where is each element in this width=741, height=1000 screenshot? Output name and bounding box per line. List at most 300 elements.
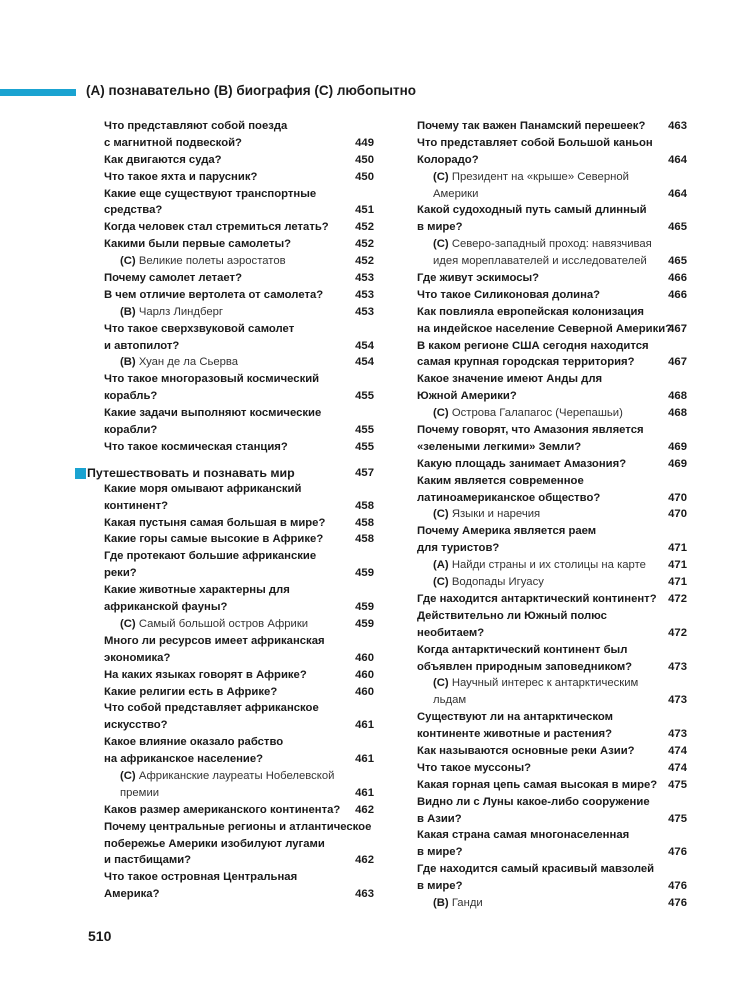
toc-entry: [104, 287, 374, 304]
toc-entry-text: [104, 289, 323, 301]
category-letter: (C): [120, 769, 136, 782]
toc-entry-label: Что такое космическая станция?: [104, 440, 288, 453]
toc-page-ref: 454: [355, 356, 374, 369]
category-letter: (C): [433, 576, 449, 589]
toc-entry-text: [417, 424, 644, 436]
toc-page-ref: 462: [355, 803, 374, 816]
toc-page-ref: 450: [355, 170, 374, 183]
toc-entry-label: в Азии?: [417, 812, 462, 825]
toc-entry-label: самая крупная городская территория?: [417, 356, 635, 369]
toc-sub-entry: [417, 675, 687, 692]
toc-page-ref: 460: [355, 668, 374, 681]
toc-entry-text: [104, 137, 242, 149]
toc-entry-text: [104, 204, 162, 216]
toc-entry: [104, 236, 374, 253]
toc-entry: [104, 219, 374, 236]
toc-entry: [104, 405, 374, 422]
toc-entry-label: В каком регионе США сегодня находится: [417, 339, 649, 352]
toc-entry-label: Хуан де ла Сьерва: [138, 356, 239, 369]
toc-entry-text: [104, 719, 168, 731]
toc-entry-label: Научный интерес к антарктическим: [451, 677, 639, 690]
toc-entry-text: [417, 204, 647, 216]
toc-entry-text: [104, 618, 308, 630]
toc-entry-label: Действительно ли Южный полюс: [417, 609, 607, 622]
toc-entry-label: Что такое муссоны?: [417, 761, 532, 774]
toc-entry-label: Южной Америки?: [417, 390, 517, 403]
toc-entry-text: [417, 458, 626, 470]
toc-page-ref: 463: [355, 888, 374, 901]
toc-entry: [104, 371, 374, 388]
toc-entry-text: [104, 120, 287, 132]
toc-entry: [104, 439, 374, 456]
toc-entry-label: Какими были первые самолеты?: [104, 238, 292, 251]
toc-entry-text: [417, 829, 629, 841]
toc-entry: [104, 717, 374, 734]
toc-entry-label: корабли?: [104, 424, 158, 437]
toc-entry-label: Ганди: [451, 896, 483, 909]
toc-entry-text: [417, 441, 581, 453]
toc-entry-text: [417, 813, 462, 825]
toc-page-ref: 469: [668, 457, 687, 470]
toc-entry-label: Великие полеты аэростатов: [138, 255, 286, 268]
toc-entry-text: [417, 492, 600, 504]
toc-entry: [104, 802, 374, 819]
category-letter: (C): [433, 238, 449, 251]
toc-sub-entry: [104, 304, 374, 321]
toc-entry: [417, 321, 687, 338]
toc-entry-text: [417, 475, 584, 487]
toc-entry-text: [104, 407, 321, 419]
toc-entry: [104, 202, 374, 219]
toc-page-ref: 460: [355, 685, 374, 698]
toc-page-ref: 453: [355, 272, 374, 285]
toc-entry: [104, 633, 374, 650]
toc-entry-label: Какие религии есть в Африке?: [104, 685, 278, 698]
toc-entry-text: [104, 736, 283, 748]
toc-sub-entry: [417, 186, 687, 203]
toc-entry-text: [104, 567, 137, 579]
toc-entry-text: [104, 255, 286, 267]
toc-entry: [417, 861, 687, 878]
toc-entry-label: Какой судоходный путь самый длинный: [417, 204, 647, 217]
toc-entry-label: льдам: [433, 694, 467, 707]
toc-page-ref: 458: [355, 533, 374, 546]
toc-entry-text: [104, 272, 242, 284]
toc-column-left: [87, 118, 374, 903]
toc-entry: [417, 794, 687, 811]
toc-sub-entry: [417, 692, 687, 709]
toc-page-ref: 455: [355, 390, 374, 403]
toc-entry-label: в мире?: [417, 221, 463, 234]
toc-entry-text: [417, 340, 649, 352]
toc-entry: [417, 827, 687, 844]
toc-sub-entry: [417, 557, 687, 574]
toc-entry-text: [417, 694, 466, 706]
toc-entry-label: Когда человек стал стремиться летать?: [104, 221, 329, 234]
toc-page-ref: 468: [668, 407, 687, 420]
toc-sub-entry: [417, 895, 687, 912]
toc-page-ref: 476: [668, 880, 687, 893]
toc-entry-label: Где находится самый красивый мавзолей: [417, 863, 655, 876]
toc-entry-label: Как двигаются суда?: [104, 153, 222, 166]
toc-column-right: [417, 118, 687, 912]
category-letter: (C): [433, 407, 449, 420]
toc-entry-text: [417, 610, 607, 622]
toc-entry: [417, 152, 687, 169]
toc-entry: [104, 169, 374, 186]
toc-entry-text: [417, 373, 602, 385]
toc-entry: [417, 811, 687, 828]
toc-page-ref: 465: [668, 221, 687, 234]
toc-entry-text: [417, 863, 654, 875]
toc-entry: [417, 338, 687, 355]
toc-page-ref: 464: [668, 187, 687, 200]
category-letter: (C): [433, 170, 449, 183]
toc-entry: [417, 726, 687, 743]
toc-entry: [417, 219, 687, 236]
toc-entry-text: [104, 533, 323, 545]
toc-entry-label: Острова Галапагос (Черепашьи): [451, 407, 623, 420]
toc-entry-label: африканской фауны?: [104, 601, 228, 614]
toc-entry-text: [417, 677, 638, 689]
category-letter: (B): [433, 896, 449, 909]
section-marker-icon: [75, 468, 86, 479]
toc-sub-entry: [417, 236, 687, 253]
toc-entry: [417, 625, 687, 642]
toc-entry: [417, 659, 687, 676]
toc-entry: [417, 456, 687, 473]
toc-entry-label: Африканские лауреаты Нобелевской: [138, 769, 335, 782]
toc-entry-label: Какое влияние оказало рабство: [104, 736, 284, 749]
toc-entry-label: Каков размер американского континента?: [104, 803, 341, 816]
toc-entry-text: [104, 838, 325, 850]
toc-entry-label: Какие моря омывают африканский: [104, 482, 302, 495]
toc-entry-label: Как повлияла европейская колонизация: [417, 305, 645, 318]
toc-entry: [417, 760, 687, 777]
toc-entry-label: Когда антарктический континент был: [417, 643, 628, 656]
toc-entry-text: [417, 306, 644, 318]
toc-entry-text: [104, 702, 319, 714]
toc-entry-label: Языки и наречия: [451, 508, 541, 521]
toc-entry-text: [417, 880, 462, 892]
toc-entry: [104, 338, 374, 355]
toc-entry-label: Какую площадь занимает Амазония?: [417, 457, 627, 470]
category-letter: (C): [433, 677, 449, 690]
toc-entry: [104, 548, 374, 565]
toc-entry-text: [417, 644, 627, 656]
toc-entry: [417, 388, 687, 405]
toc-entry-label: Что такое сверхзвуковой самолет: [104, 322, 295, 335]
toc-page-ref: 453: [355, 288, 374, 301]
toc-entry-label: Что представляет собой Большой каньон: [417, 136, 653, 149]
toc-entry-label: и автопилот?: [104, 339, 180, 352]
toc-page-ref: 464: [668, 153, 687, 166]
toc-page-ref: 472: [668, 592, 687, 605]
toc-entry: [417, 777, 687, 794]
toc-entry-text: [417, 711, 613, 723]
toc-entry-label: Что представляют собой поезда: [104, 120, 288, 132]
toc-entry: [104, 599, 374, 616]
toc-entry-label: Почему говорят, что Амазония является: [417, 424, 644, 437]
toc-entry-text: [417, 289, 600, 301]
toc-entry-text: [104, 500, 168, 512]
toc-sub-entry: [417, 253, 687, 270]
toc-page-ref: 455: [355, 440, 374, 453]
toc-entry-text: [417, 779, 657, 791]
toc-entry-text: [104, 686, 277, 698]
category-letter: (A): [433, 559, 449, 572]
toc-entry-label: Где находится антарктический континент?: [417, 592, 657, 605]
toc-sub-entry: [104, 354, 374, 371]
toc-entry-label: Что собой представляет африканское: [104, 702, 319, 715]
toc-entry-label: средства?: [104, 204, 163, 217]
toc-entry: [104, 152, 374, 169]
toc-page-ref: 476: [668, 846, 687, 859]
toc-entry: [104, 734, 374, 751]
toc-page-ref: 473: [668, 660, 687, 673]
toc-entry-text: [417, 154, 479, 166]
toc-page-ref: 461: [355, 786, 374, 799]
category-letter: (C): [433, 508, 449, 521]
toc-entry-text: [104, 306, 223, 318]
toc-entry-label: на африканское население?: [104, 753, 264, 766]
toc-sub-entry: [417, 574, 687, 591]
toc-entry: [104, 852, 374, 869]
toc-page-ref: 457: [355, 466, 374, 479]
toc-entry: [417, 304, 687, 321]
toc-entry: [417, 473, 687, 490]
category-letter: (C): [120, 617, 136, 630]
toc-page-ref: 450: [355, 153, 374, 166]
toc-entry: [104, 667, 374, 684]
toc-page-ref: 452: [355, 221, 374, 234]
toc-page-ref: 473: [668, 694, 687, 707]
toc-entry: [417, 844, 687, 861]
toc-entry: [417, 591, 687, 608]
toc-entry-text: [417, 593, 657, 605]
toc-entry-label: Много ли ресурсов имеет африканская: [104, 634, 325, 647]
toc-sub-entry: [417, 169, 687, 186]
toc-entry: [104, 836, 374, 853]
toc-entry: [417, 608, 687, 625]
toc-entry-text: [104, 753, 263, 765]
toc-entry-text: [417, 120, 645, 132]
header-legend: (A) познавательно (B) биография (C) любопытно: [86, 83, 417, 98]
toc-page-ref: 458: [355, 516, 374, 529]
toc-entry-text: [417, 137, 653, 149]
toc-entry-text: [417, 796, 650, 808]
toc-entry-label: Что такое яхта и парусник?: [104, 170, 258, 183]
toc-entry: [104, 270, 374, 287]
toc-entry: [104, 650, 374, 667]
toc-page-ref: 472: [668, 626, 687, 639]
toc-entry-label: Какая пустыня самая большая в мире?: [104, 516, 326, 529]
toc-page-ref: 471: [668, 576, 687, 589]
toc-entry-text: [417, 846, 462, 858]
toc-entry-text: [104, 188, 316, 200]
category-letter: (B): [120, 356, 136, 369]
toc-entry: [104, 515, 374, 532]
toc-entry-text: [417, 407, 623, 419]
toc-entry-text: [104, 601, 227, 613]
toc-entry-text: [104, 390, 157, 402]
toc-entry: [104, 481, 374, 498]
toc-page-ref: 471: [668, 559, 687, 572]
toc-entry-text: [87, 466, 295, 480]
toc-entry-text: [417, 542, 499, 554]
toc-page-ref: 470: [668, 508, 687, 521]
toc-entry-label: Каким является современное: [417, 474, 584, 487]
toc-entry-label: искусство?: [104, 719, 168, 732]
toc-entry-text: [104, 171, 257, 183]
toc-entry-label: Где живут эскимосы?: [417, 272, 540, 285]
toc-page-ref: 471: [668, 542, 687, 555]
toc-entry: [417, 354, 687, 371]
toc-entry: [417, 371, 687, 388]
toc-page-ref: 469: [668, 440, 687, 453]
toc-entry-label: Водопады Игуасу: [451, 576, 544, 589]
toc-section-heading: [87, 465, 374, 482]
toc-page-ref: 467: [668, 322, 687, 335]
toc-entry: [417, 709, 687, 726]
toc-entry: [104, 118, 374, 135]
toc-entry-label: на индейское население Северной Америки?: [417, 322, 673, 335]
toc-entry-text: [104, 635, 325, 647]
toc-entry-text: [104, 888, 159, 900]
toc-entry-text: [104, 770, 334, 782]
toc-entry-label: Колорадо?: [417, 153, 479, 166]
toc-entry-text: [104, 550, 316, 562]
toc-entry-label: Америка?: [104, 888, 160, 901]
toc-entry-label: корабль?: [104, 390, 158, 403]
toc-entry-label: побережье Америки изобилуют лугами: [104, 837, 325, 850]
toc-entry: [417, 118, 687, 135]
toc-page-ref: 449: [355, 136, 374, 149]
toc-entry-text: [104, 238, 291, 250]
toc-page-ref: 460: [355, 651, 374, 664]
toc-entry-text: [104, 584, 290, 596]
toc-entry: [104, 388, 374, 405]
toc-entry-text: [104, 221, 329, 233]
toc-entry-text: [104, 373, 319, 385]
toc-entry-text: [104, 669, 307, 681]
toc-page-ref: 459: [355, 601, 374, 614]
toc-entry: [104, 700, 374, 717]
toc-page-ref: 458: [355, 499, 374, 512]
toc-entry-label: В чем отличие вертолета от самолета?: [104, 288, 324, 301]
toc-entry-label: экономика?: [104, 651, 171, 664]
toc-entry-text: [104, 154, 222, 166]
toc-page-ref: 461: [355, 719, 374, 732]
toc-entry: [417, 878, 687, 895]
toc-entry-label: для туристов?: [417, 542, 500, 555]
toc-entry-text: [417, 661, 632, 673]
toc-entry: [417, 135, 687, 152]
toc-entry-label: Северо-западный проход: навязчивая: [451, 238, 652, 251]
toc-page-ref: 473: [668, 728, 687, 741]
toc-entry-text: [104, 441, 288, 453]
toc-entry: [104, 751, 374, 768]
toc-page-ref: 476: [668, 896, 687, 909]
toc-entry-label: Что такое Силиконовая долина?: [417, 288, 601, 301]
toc-entry-text: [417, 356, 635, 368]
toc-entry: [104, 565, 374, 582]
toc-entry-text: [417, 171, 629, 183]
toc-page-ref: 451: [355, 204, 374, 217]
toc-sub-entry: [104, 253, 374, 270]
toc-entry-label: Самый большой остров Африки: [138, 617, 309, 630]
toc-entry-label: Америки: [433, 187, 479, 200]
toc-entry-label: Найди страны и их столицы на карте: [451, 559, 646, 572]
toc-entry-label: в мире?: [417, 846, 463, 859]
toc-entry: [417, 287, 687, 304]
toc-entry-text: [104, 652, 170, 664]
toc-entry-text: [417, 508, 540, 520]
toc-entry-text: [417, 221, 462, 233]
toc-page-ref: 467: [668, 356, 687, 369]
toc-entry: [417, 202, 687, 219]
toc-entry: [104, 135, 374, 152]
toc-entry-text: [417, 627, 484, 639]
toc-entry-label: идея мореплавателей и исследователей: [433, 255, 647, 268]
toc-entry-label: Что такое островная Центральная: [104, 871, 298, 884]
toc-entry-text: [417, 238, 652, 250]
toc-entry: [417, 422, 687, 439]
toc-entry-label: континенте животные и растения?: [417, 728, 613, 741]
toc-entry-label: Где протекают большие африканские: [104, 550, 317, 563]
toc-sub-entry: [104, 768, 374, 785]
toc-page-ref: 475: [668, 778, 687, 791]
toc-entry: [104, 684, 374, 701]
toc-entry-label: Какая горная цепь самая высокая в мире?: [417, 778, 658, 791]
toc-entry: [417, 743, 687, 760]
toc-entry-label: Существуют ли на антарктическом: [417, 711, 613, 724]
toc-entry-label: объявлен природным заповедником?: [417, 660, 633, 673]
toc-entry-text: [104, 340, 179, 352]
toc-entry: [104, 819, 374, 836]
toc-entry-text: [417, 728, 612, 740]
toc-page-ref: 455: [355, 424, 374, 437]
toc-entry-label: Почему центральные регионы и атлантическое: [104, 820, 372, 833]
toc-entry: [417, 270, 687, 287]
toc-entry: [104, 422, 374, 439]
toc-entry-label: «зелеными легкими» Земли?: [417, 440, 582, 453]
toc-entry-text: [417, 576, 544, 588]
toc-sub-entry: [417, 506, 687, 523]
toc-entry-text: [104, 821, 371, 833]
toc-entry: [104, 582, 374, 599]
toc-entry-label: Как называются основные реки Азии?: [417, 744, 635, 757]
toc-entry-text: [104, 323, 294, 335]
toc-entry-text: [417, 897, 483, 909]
toc-entry-text: [417, 188, 478, 200]
toc-entry: [104, 869, 374, 886]
toc-page-ref: 452: [355, 238, 374, 251]
toc-entry: [104, 531, 374, 548]
toc-entry-label: Президент на «крыше» Северной: [451, 170, 629, 183]
toc-page-ref: 466: [668, 288, 687, 301]
category-letter: (C): [120, 255, 136, 268]
category-letter: (B): [120, 305, 136, 318]
toc-page-ref: 474: [668, 744, 687, 757]
header-accent-bar: [0, 89, 76, 96]
toc-entry-text: [104, 517, 325, 529]
toc-entry: [417, 642, 687, 659]
toc-entry-text: [417, 559, 646, 571]
toc-page-ref: 452: [355, 255, 374, 268]
toc-entry-label: Путешествовать и познавать мир: [87, 465, 295, 480]
toc-entry-label: Что такое многоразовый космический: [104, 373, 320, 386]
